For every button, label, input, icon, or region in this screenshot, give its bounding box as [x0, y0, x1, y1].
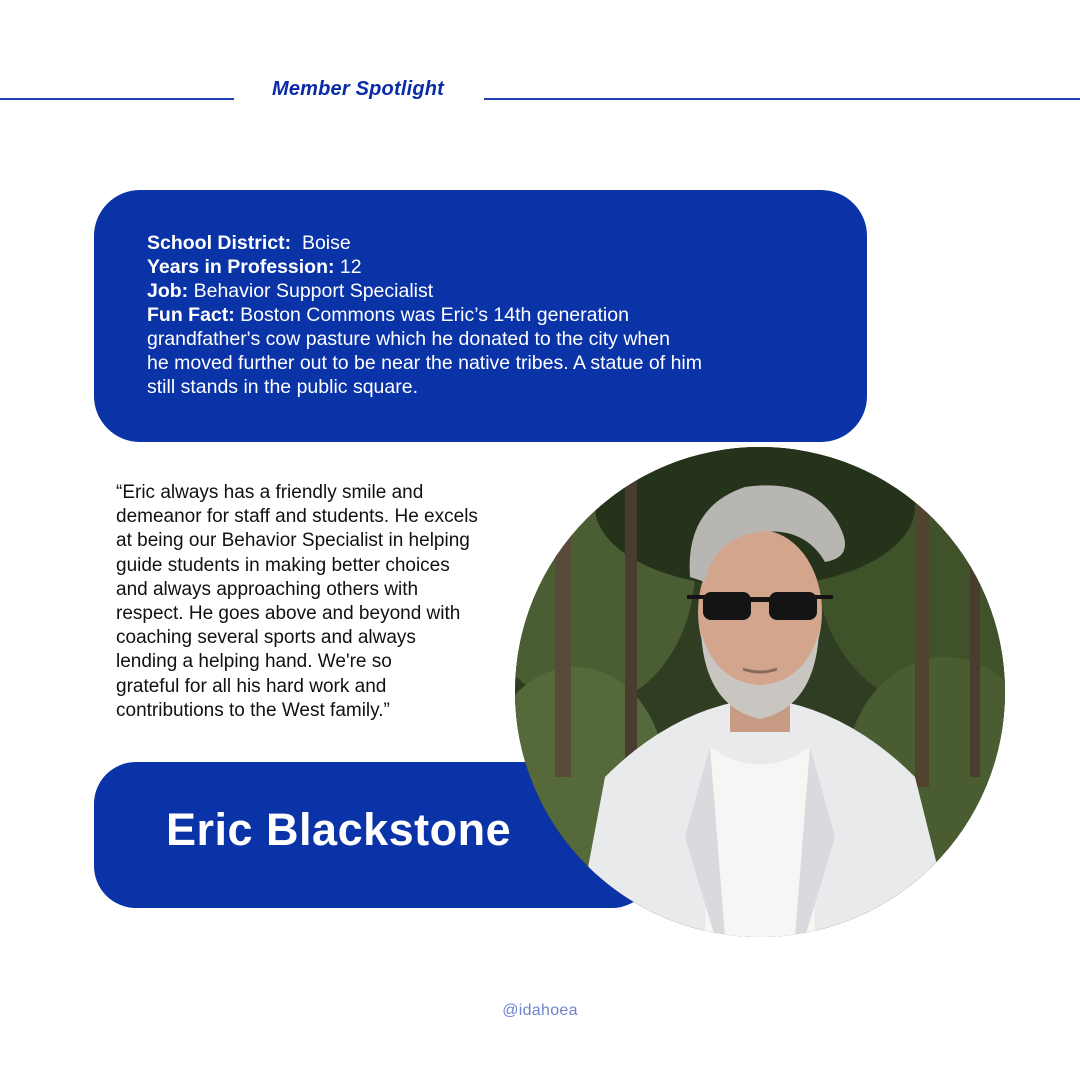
job-label: Job: [147, 280, 189, 302]
fun-fact-line: still stands in the public square. [147, 376, 418, 398]
school-district-row [147, 231, 807, 255]
school-district-label: School District: [147, 232, 292, 254]
quote-line: “Eric always has a friendly smile and [116, 482, 424, 503]
quote-line: and always approaching others with [116, 578, 419, 600]
quote-line: guide students in making better choices [116, 554, 450, 576]
years-value: 12 [339, 256, 362, 278]
job-value: Behavior Support Specialist [193, 280, 434, 302]
testimonial-quote [116, 481, 546, 723]
quote-line: lending a helping hand. We're so [116, 651, 392, 673]
header-rule-right [484, 98, 1080, 100]
header-rule-left [0, 98, 234, 100]
fun-fact-label: Fun Fact: [147, 304, 235, 326]
job-row [147, 279, 807, 303]
fun-fact-line: he moved further out to be near the native tribes. A statue of him [147, 352, 702, 374]
member-info-card [94, 190, 867, 442]
quote-line: demeanor for staff and students. He excels [116, 506, 478, 528]
school-district-value: Boise [301, 232, 351, 254]
fun-fact-line: grandfather's cow pasture which he donated to the city when [147, 328, 670, 350]
quote-line: respect. He goes above and beyond with [116, 603, 461, 625]
quote-line: coaching several sports and always [116, 627, 416, 649]
page-title: Member Spotlight [271, 78, 445, 100]
member-portrait [515, 447, 1005, 937]
quote-line: grateful for all his hard work and [116, 675, 387, 697]
fun-fact-line: Boston Commons was Eric’s 14th generation [240, 304, 629, 326]
social-handle: @idahoea [502, 1002, 578, 1019]
quote-line: at being our Behavior Specialist in helping [116, 530, 470, 552]
years-label: Years in Profession: [147, 256, 335, 278]
quote-line: contributions to the West family.” [116, 699, 390, 721]
years-row [147, 255, 807, 279]
fun-fact-row [147, 303, 807, 327]
member-name: Eric Blackstone [166, 804, 512, 855]
